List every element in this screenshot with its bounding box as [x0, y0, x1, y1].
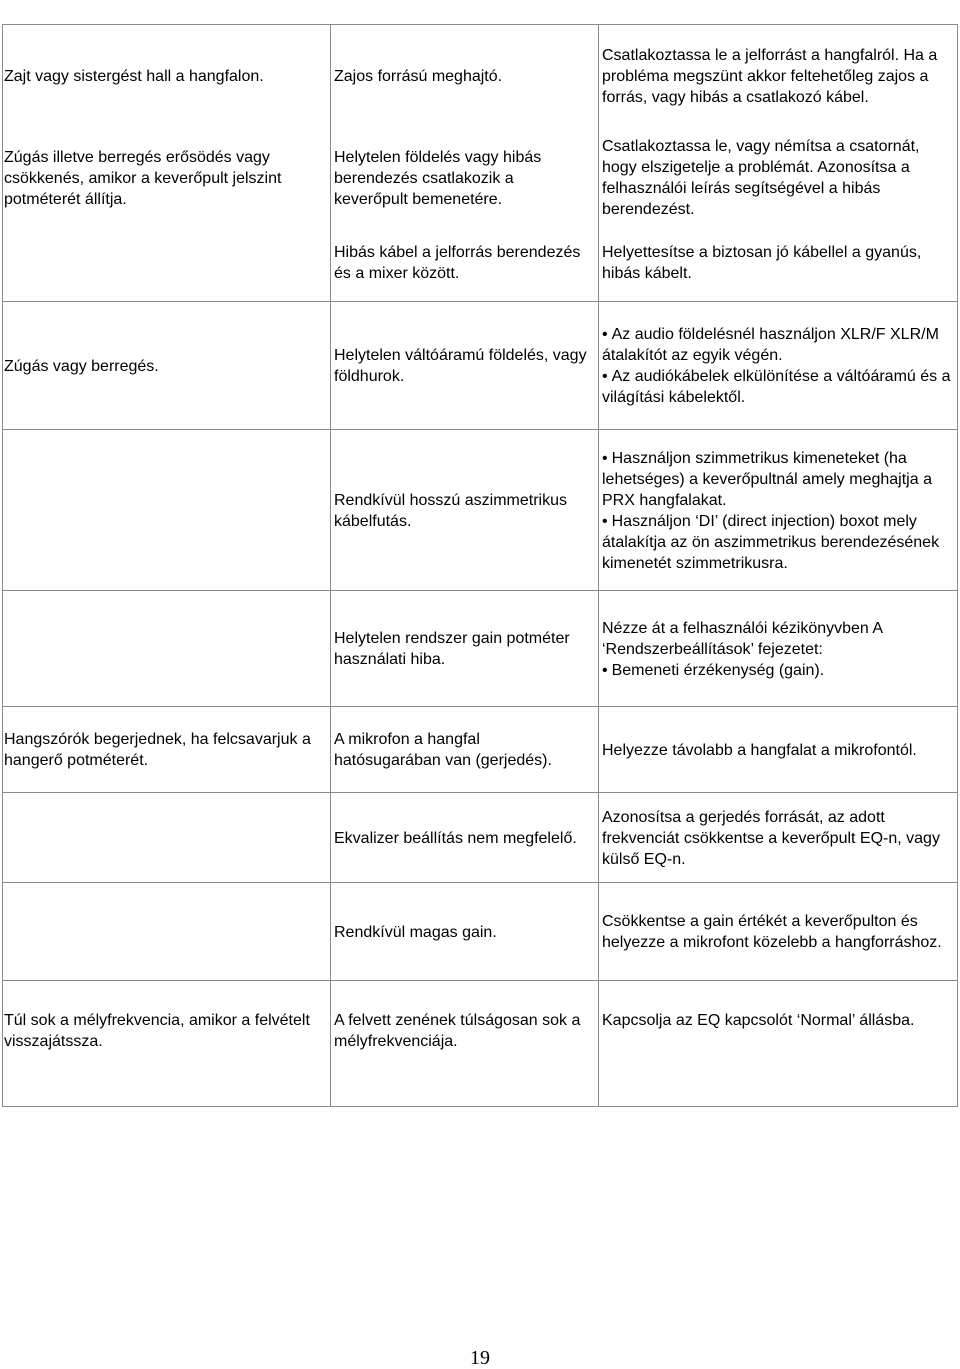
cause-cell [334, 238, 590, 288]
cause-text: Rendkívül magas gain. [334, 923, 497, 941]
fix-bullet: • Használjon szimmetrikus kimeneteket (ha lehetséges) a keverőpultnál amely meghajtja a PRX hangfalakat. [602, 448, 958, 511]
fix-cell [602, 1010, 958, 1076]
cause-cell [334, 430, 590, 591]
cause-cell [334, 302, 590, 430]
cause-text: Zajos forrású meghajtó. [334, 67, 503, 85]
symptom-text: Zúgás illetve berregés erősödés vagy csökkenés, amikor a keverőpult jelszint potméterét állítja. [4, 148, 282, 208]
fix-cell [602, 32, 958, 120]
symptom-text: Túl sok a mélyfrekvencia, amikor a felvételt visszajátssza. [4, 1012, 310, 1050]
fix-text: Csatlakoztassa le, vagy némítsa a csatornát, hogy elszigetelje a problémát. Azonosítsa a felhasználói leírás segítségével a hibás berendezést. [602, 138, 920, 218]
fix-text: Helyettesítse a biztosan jó kábellel a gyanús, hibás kábelt. [602, 244, 922, 282]
symptom-cell [4, 1010, 322, 1076]
fix-cell [602, 430, 958, 591]
fix-cell [602, 136, 958, 220]
fix-cell [602, 302, 958, 430]
cause-cell [334, 793, 590, 883]
cause-cell [334, 36, 590, 116]
fix-bullet: • Használjon ‘DI’ (direct injection) boxot mely átalakítja az ön aszimmetrikus berendezésének kimenetét szimmetrikusra. [602, 511, 958, 574]
table-border-top [2, 24, 958, 25]
symptom-cell [4, 707, 322, 793]
fix-cell [602, 793, 958, 883]
cause-text: A felvett zenének túlságosan sok a mélyfrekvenciája. [334, 1012, 581, 1050]
symptom-text: Zajt vagy sistergést hall a hangfalon. [4, 67, 264, 85]
cause-cell [334, 707, 590, 793]
symptom-cell [4, 302, 322, 430]
fix-intro: Nézze át a felhasználói kézikönyvben A ‘Rendszerbeállítások’ fejezetet: [602, 619, 883, 658]
fix-text: Kapcsolja az EQ kapcsolót ‘Normal’ állásba. [602, 1012, 915, 1029]
page-number: 19 [470, 1347, 490, 1369]
cause-cell [334, 591, 590, 707]
fix-bullet: • Bemeneti érzékenység (gain). [602, 660, 958, 681]
fix-bullet: • Az audio földelésnél használjon XLR/F XLR/M átalakítót az egyik végén. [602, 324, 958, 366]
symptom-cell [4, 136, 322, 220]
fix-cell [602, 707, 958, 793]
table-column-divider [330, 24, 331, 1107]
fix-cell [602, 883, 958, 981]
fix-text: Azonosítsa a gerjedés forrását, az adott frekvenciát csökkentse a keverőpult EQ-n, vagy külső EQ-n. [602, 808, 940, 868]
table-border-bottom [2, 1106, 958, 1107]
fix-cell [602, 238, 958, 288]
fix-text: Helyezze távolabb a hangfalat a mikrofontól. [602, 741, 917, 759]
cause-cell [334, 136, 590, 220]
cause-cell [334, 1010, 590, 1076]
fix-text: Csatlakoztassa le a jelforrást a hangfalról. Ha a probléma megszünt akkor feltehetőleg zajos a forrás, vagy hibás a csatlakozó kábel. [602, 46, 938, 106]
symptom-text: Zúgás vagy berregés. [4, 357, 159, 375]
cause-cell [334, 883, 590, 981]
table-column-divider [598, 24, 599, 1107]
cause-text: Ekvalizer beállítás nem megfelelő. [334, 829, 577, 847]
cause-text: Hibás kábel a jelforrás berendezés és a mixer között. [334, 244, 581, 282]
cause-text: Rendkívül hosszú aszimmetrikus kábelfutás. [334, 491, 567, 530]
fix-cell [602, 591, 958, 707]
cause-text: Helytelen rendszer gain potméter használati hiba. [334, 630, 570, 668]
cause-text: A mikrofon a hangfal hatósugarában van (gerjedés). [334, 731, 552, 769]
cause-text: Helytelen váltóáramú földelés, vagy földhurok. [334, 347, 587, 385]
cause-text: Helytelen földelés vagy hibás berendezés csatlakozik a keverőpult bemenetére. [334, 148, 542, 208]
fix-text: Csökkentse a gain értékét a keverőpulton és helyezze a mikrofont közelebb a hangforráshoz. [602, 913, 942, 951]
fix-bullet: • Az audiókábelek elkülönítése a váltóáramú és a világítási kábelektől. [602, 366, 958, 408]
table-border-left [2, 24, 3, 1107]
symptom-text: Hangszórók begerjednek, ha felcsavarjuk a hangerő potméterét. [4, 731, 311, 769]
symptom-cell [4, 36, 322, 116]
